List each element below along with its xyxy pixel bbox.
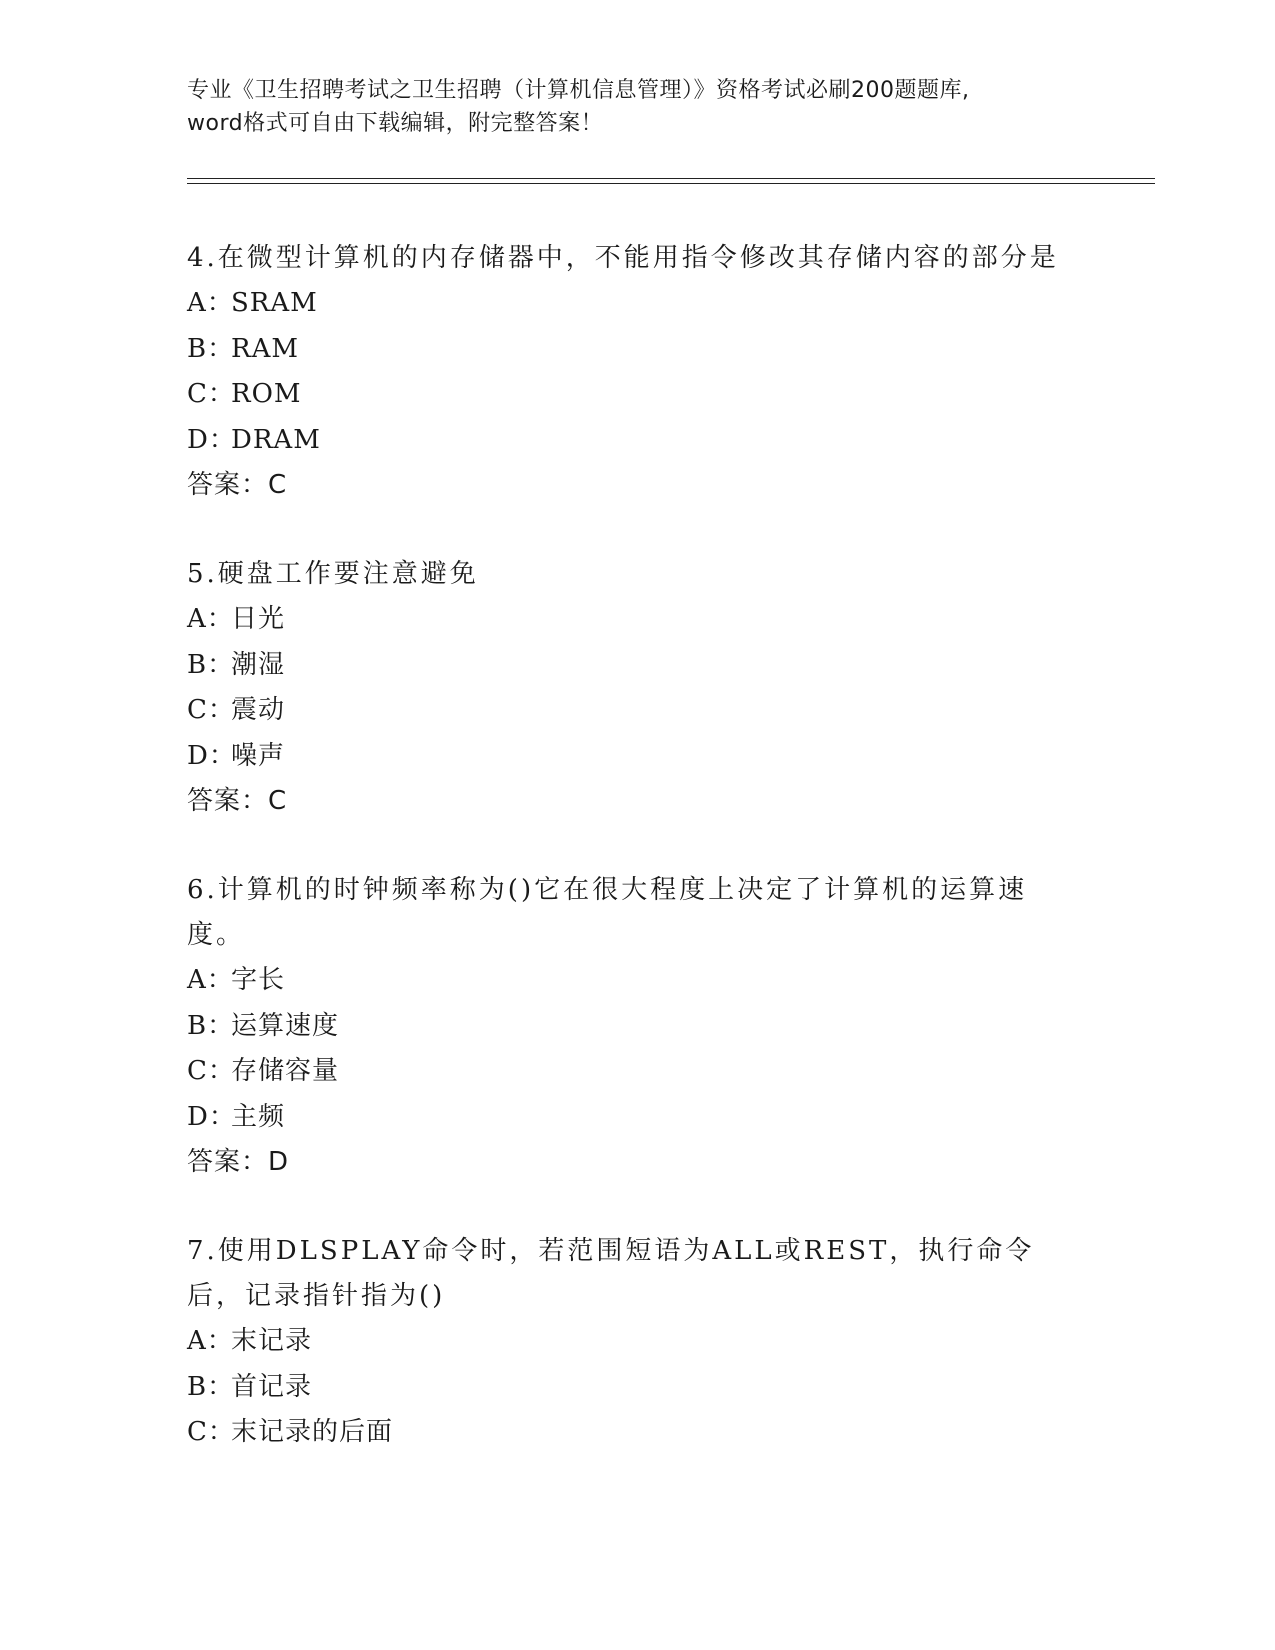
option-a <box>187 281 1067 327</box>
option-letter: C： <box>187 695 235 725</box>
option-letter: D： <box>187 1101 236 1132</box>
option-text: ROM <box>231 379 302 409</box>
option-letter: A： <box>187 1326 234 1356</box>
header-divider-top <box>187 178 1155 179</box>
option-d <box>187 734 1067 780</box>
option-text: 末记录 <box>231 1326 313 1356</box>
question-text: 6.计算机的时钟频率称为()它在很大程度上决定了计算机的运算速度。 <box>187 875 1028 950</box>
answer: 答案：D <box>187 1147 290 1177</box>
question-5 <box>187 552 1067 824</box>
option-letter: B： <box>187 1371 235 1402</box>
option-a <box>187 958 1067 1004</box>
question-text: 4.在微型计算机的内存储器中，不能用指令修改其存储内容的部分是 <box>187 243 1059 273</box>
option-letter: B： <box>187 649 235 680</box>
option-text: RAM <box>231 333 299 364</box>
option-text: 主频 <box>231 1101 286 1132</box>
option-text: 震动 <box>231 695 286 725</box>
option-letter: B： <box>187 333 235 364</box>
option-letter: D： <box>187 424 236 455</box>
option-text: 日光 <box>231 604 286 634</box>
header-line-2: word格式可自由下载编辑，附完整答案！ <box>187 111 604 136</box>
option-text: SRAM <box>231 288 318 318</box>
option-c <box>187 1410 1067 1456</box>
option-d <box>187 418 1067 464</box>
option-letter: B： <box>187 1010 235 1041</box>
option-letter: A： <box>187 288 234 318</box>
option-c <box>187 1049 1067 1095</box>
option-text: 字长 <box>231 965 286 995</box>
answer: 答案：C <box>187 470 288 500</box>
option-d <box>187 1095 1067 1141</box>
option-a <box>187 597 1067 643</box>
option-text: 运算速度 <box>231 1010 340 1041</box>
option-letter: A： <box>187 604 234 634</box>
option-b <box>187 643 1067 689</box>
option-letter: D： <box>187 740 236 771</box>
option-letter: C： <box>187 379 235 409</box>
answer: 答案：C <box>187 786 288 816</box>
question-4 <box>187 236 1067 508</box>
document-header <box>187 74 1087 140</box>
option-b <box>187 1004 1067 1050</box>
option-c <box>187 688 1067 734</box>
option-text: 末记录的后面 <box>231 1417 394 1447</box>
question-text: 7.使用DLSPLAY命令时，若范围短语为ALL或REST，执行命令后，记录指针指为() <box>187 1236 1035 1311</box>
option-letter: C： <box>187 1056 235 1086</box>
option-text: 噪声 <box>231 740 286 771</box>
option-text: 存储容量 <box>231 1056 340 1086</box>
option-b <box>187 1365 1067 1411</box>
option-c <box>187 372 1067 418</box>
option-text: 首记录 <box>231 1371 313 1402</box>
question-list <box>187 236 1067 1500</box>
question-6 <box>187 868 1067 1185</box>
question-text: 5.硬盘工作要注意避免 <box>187 559 479 589</box>
option-b <box>187 327 1067 373</box>
header-line-1: 专业《卫生招聘考试之卫生招聘（计算机信息管理）》资格考试必刷200题题库, <box>187 78 970 103</box>
option-a <box>187 1319 1067 1365</box>
option-letter: A： <box>187 965 234 995</box>
option-text: 潮湿 <box>231 649 286 680</box>
option-text: DRAM <box>231 424 321 455</box>
question-7 <box>187 1229 1067 1456</box>
header-divider-bottom <box>187 183 1155 184</box>
option-letter: C： <box>187 1417 235 1447</box>
